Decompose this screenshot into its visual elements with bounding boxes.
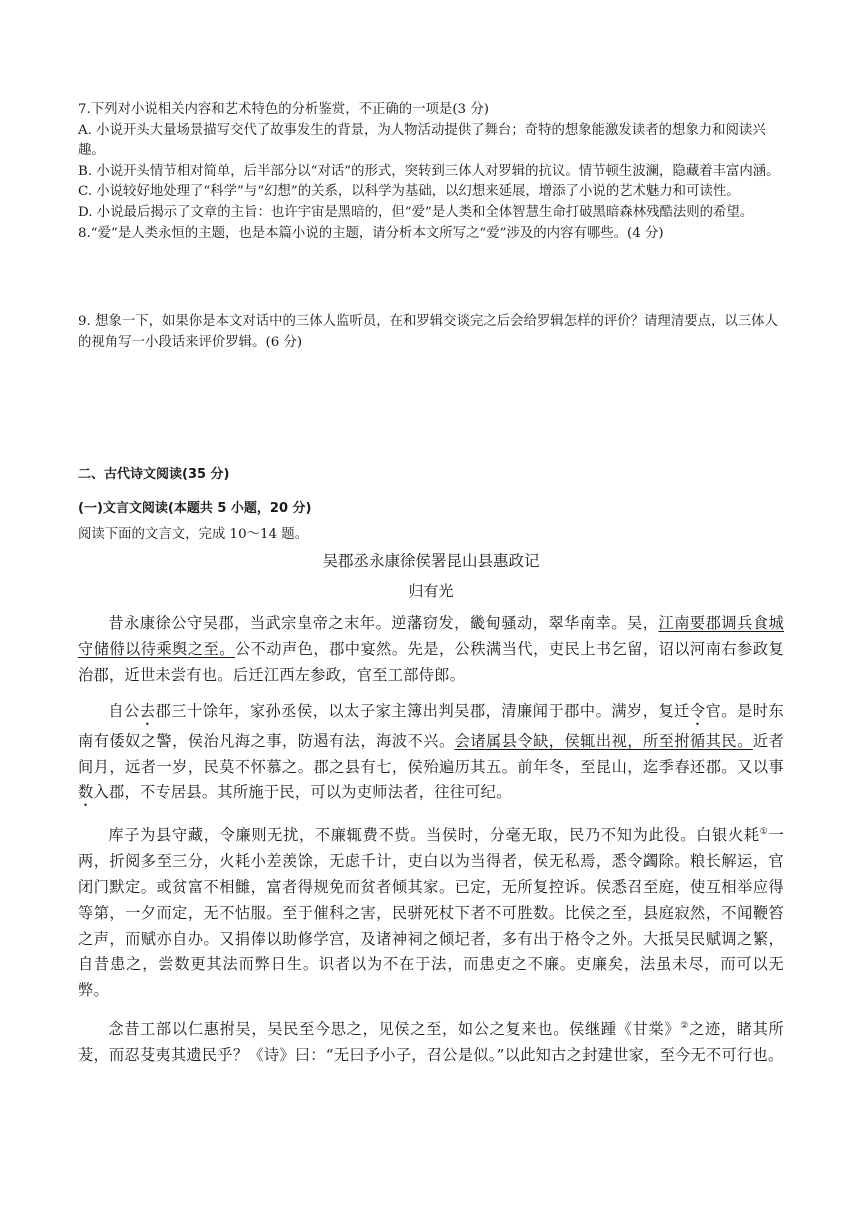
section-instruction: 阅读下面的文言文，完成 10～14 题。 — [78, 527, 309, 543]
article-title: 吴郡丞永康徐侯署昆山县惠政记 — [322, 552, 540, 571]
underlined-sentence-1: 江南要郡调兵食城守储偫以待乘舆之至。 — [78, 614, 785, 659]
section-subtitle: (一)文言文阅读(本题共 5 小题，20 分) — [78, 501, 312, 517]
question-9: 9. 想象一下，如果你是本文对话中的三体人监听员，在和罗辑交谈完之后会给罗辑怎样的评价？请理清要点，以三体人的视角写一小段话来评价罗辑。(6 分) — [78, 314, 778, 350]
paragraph-2-text-f: 入郡，不专居县。其所施于民，可以为吏师法者，往往可纪。 — [93, 783, 512, 802]
question-7-option-c: C. 小说较好地处理了“科学”与“幻想”的关系，以科学为基础，以幻想来延展，增添了小说的艺术魅力和可读性。 — [78, 184, 740, 200]
answer-space-9 — [78, 353, 784, 465]
paragraph-4 — [78, 1014, 784, 1069]
paragraph-2-text: 自公 — [108, 701, 140, 720]
paragraph-3 — [78, 820, 784, 1004]
paragraph-1 — [78, 611, 784, 688]
paragraph-3-text-rest: 一两，折阅多至三分，火耗小差羡馀，无虑千计，吏白以为当得者，侯无私焉，悉令蠲除。粮长解运，官闭门默定。或贫富不相雠，富者得规免而贫者倾其家。已定，无所复控诉。侯悉召至庭，使互相举应得等第，一夕而定，无不怗服。至于催科之害，民骈死杖下者不可胜数。比侯之至，县庭寂然，不闻鞭笞之声，而赋亦自办。又捐俸以助修学宫，及诸神祠之倾圮者，多有出于格令之外。大抵吴民赋调之繁，自昔患之，尝数更其法而弊日生。识者以为不在于法，而患吏之不廉。吏廉矣，法虽未尽，而可以无弊。 — [78, 826, 784, 1000]
question-7-option-d: D. 小说最后揭示了文章的主旨：也许宇宙是黑暗的，但“爱”是人类和全体智慧生命打破黑暗森林残酷法则的希望。 — [78, 204, 754, 220]
article-author: 归有光 — [408, 582, 454, 601]
dotted-char-ling: 令 — [689, 701, 706, 720]
footnote-marker-2: ② — [680, 1020, 690, 1031]
paragraph-1-text: 昔永康徐公守吴郡，当武宗皇帝之末年。逆藩窃发，畿甸骚动，翠华南幸。吴， — [108, 614, 659, 633]
paragraph-2 — [78, 699, 784, 811]
section-title: 二、古代诗文阅读(35 分) — [78, 467, 230, 483]
answer-space-8 — [78, 244, 784, 312]
dotted-char-qu: 去 — [139, 701, 156, 720]
paragraph-4-text: 念昔工部以仁惠拊吴，吴民至今思之，见侯之至，如公之复来也。侯继踵《甘棠》 — [108, 1020, 681, 1039]
question-7-stem: 7.下列对小说相关内容和艺术特色的分析鉴赏，不正确的一项是(3 分) — [78, 102, 489, 117]
paragraph-4-text-rest: 之迹，睹其所茇，而忍芟夷其遗民乎？《诗》曰：“无曰予小子，召公是似。”以此知古之封建世家，至今无不可行也。 — [78, 1020, 784, 1064]
dotted-char-shu: 数 — [78, 783, 94, 802]
paragraph-2-text-e: 近者间月，远者一岁，民莫不怀慕之。郡之县有七，侯殆遍历其五。前年冬，至昆山，迄季春还郡。又以事 — [78, 731, 784, 776]
question-8: 8.“爱”是人类永恒的主题，也是本篇小说的主题，请分析本文所写之“爱”涉及的内容有哪些。(4 分) — [78, 225, 664, 241]
question-7-option-b: B. 小说开头情节相对简单，后半部分以“对话”的形式，突转到三体人对罗辑的抗议。情节顿生波澜，隐藏着丰富内涵。 — [78, 163, 780, 179]
question-7 — [78, 100, 784, 244]
paragraph-1-text-rest: 公不动声色，郡中宴然。先是，公秩满当代，吏民上书乞留，诏以河南右参政复治郡，近世未尝有也。后迁江西左参政，官至工部侍郎。 — [78, 640, 785, 684]
paragraph-2-text-b: 郡三十馀年，家孙丞侯，以太子家主簿出判吴郡，清廉闻于郡中。满岁，复迁 — [155, 701, 690, 720]
paragraph-2-text-c: 官。是时东南有倭奴之警，侯治凡海之事，防遏有法，海波不兴。 — [78, 701, 784, 750]
footnote-marker-1: ① — [759, 827, 769, 838]
underlined-sentence-2: 会诸属县令缺，侯辄出视，所至拊循其民。 — [454, 731, 753, 750]
exam-page — [78, 100, 784, 1079]
paragraph-3-text: 库子为县守藏，令廉则无扰，不廉辄费不赀。当侯时，分毫无取，民乃不知为此役。白银火耗 — [108, 826, 760, 845]
question-7-option-a: A. 小说开头大量场景描写交代了故事发生的背景，为人物活动提供了舞台；奇特的想象能激发读者的想象力和阅读兴趣。 — [78, 122, 766, 159]
